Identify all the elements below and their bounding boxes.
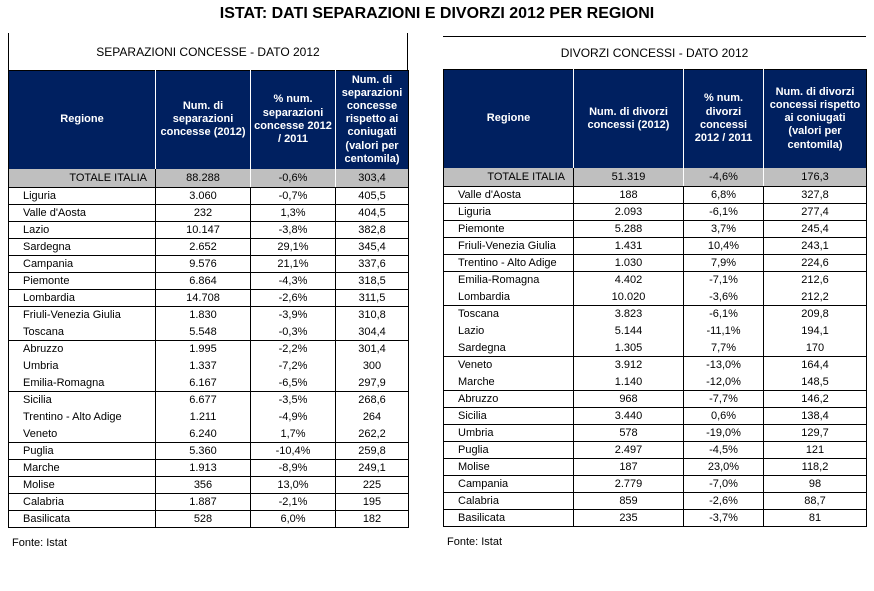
divorces-table-header [444,70,867,168]
table-row [444,459,867,476]
cell-value: 6.677 [156,392,251,409]
table-row [444,442,867,459]
cell-value: 10.020 [574,289,684,306]
column-header-pct: % num. divorzi concessi 2012 / 2011 [684,70,764,168]
cell-per100k: 195 [336,494,409,511]
cell-value: 859 [574,493,684,510]
cell-region: Lombardia [9,290,156,307]
cell-value: 10.147 [156,222,251,239]
cell-per100k: 268,6 [336,392,409,409]
cell-region: Calabria [444,493,574,510]
cell-per100k: 138,4 [764,408,867,425]
cell-per100k: 245,4 [764,221,867,238]
cell-per100k: 327,8 [764,187,867,204]
cell-pct: -0,3% [251,324,336,341]
cell-region: Valle d'Aosta [9,205,156,222]
cell-region: Campania [9,256,156,273]
table-row [9,375,409,392]
cell-pct: -2,2% [251,341,336,358]
table-row [9,358,409,375]
cell-region: Liguria [444,204,574,221]
cell-region: Marche [444,374,574,391]
total-cell-pct: -0,6% [251,169,336,188]
cell-per100k: 337,6 [336,256,409,273]
cell-pct: 0,6% [684,408,764,425]
cell-per100k: 404,5 [336,205,409,222]
cell-region: Lazio [9,222,156,239]
cell-pct: -6,1% [684,306,764,323]
cell-pct: 10,4% [684,238,764,255]
table-row [444,340,867,357]
cell-pct: -3,5% [251,392,336,409]
column-header-count: Num. di divorzi concessi (2012) [574,70,684,168]
cell-per100k: 209,8 [764,306,867,323]
column-header-per100k: Num. di divorzi concessi rispetto ai coniugati (valori per centomila) [764,70,867,168]
cell-region: Sicilia [444,408,574,425]
cell-pct: -6,1% [684,204,764,221]
cell-per100k: 301,4 [336,341,409,358]
cell-pct: -8,9% [251,460,336,477]
cell-value: 968 [574,391,684,408]
separations-table-body [9,169,409,528]
cell-region: Molise [9,477,156,494]
source-note: Fonte: Istat [447,536,503,548]
column-header-per100k: Num. di separazioni concesse rispetto ai coniugati (valori per centomila) [336,71,409,169]
cell-pct: -3,8% [251,222,336,239]
cell-value: 356 [156,477,251,494]
cell-pct: -19,0% [684,425,764,442]
cell-region: Lombardia [444,289,574,306]
cell-pct: -12,0% [684,374,764,391]
column-header-pct: % num. separazioni concesse 2012 / 2011 [251,71,336,169]
cell-per100k: 297,9 [336,375,409,392]
total-cell-region: TOTALE ITALIA [444,168,574,187]
cell-per100k: 300 [336,358,409,375]
separations-table [8,70,409,528]
cell-per100k: 405,5 [336,188,409,205]
table-row [444,476,867,493]
table-row [444,289,867,306]
table-row [444,323,867,340]
total-row [9,169,409,188]
cell-value: 232 [156,205,251,222]
divorces-table [443,69,867,527]
cell-value: 2.652 [156,239,251,256]
cell-pct: -7,0% [684,476,764,493]
cell-pct: 7,9% [684,255,764,272]
cell-region: Liguria [9,188,156,205]
cell-pct: -2,6% [684,493,764,510]
cell-per100k: 264 [336,409,409,426]
cell-value: 5.360 [156,443,251,460]
cell-value: 1.830 [156,307,251,324]
cell-region: Friuli-Venezia Giulia [23,309,121,322]
cell-pct: 7,7% [684,340,764,357]
cell-value: 2.093 [574,204,684,221]
cell-region: Sicilia [23,394,52,407]
table-row [444,493,867,510]
cell-per100k: 249,1 [336,460,409,477]
table-row [9,324,409,341]
cell-value: 14.708 [156,290,251,307]
cell-region: Piemonte [444,221,574,238]
cell-region: Sardegna [444,340,574,357]
table-row [444,425,867,442]
cell-value: 6.240 [156,426,251,443]
column-header-count: Num. di separazioni concesse (2012) [156,71,251,169]
cell-region: Toscana [458,308,499,321]
table-row [9,511,409,528]
cell-pct: -6,5% [251,375,336,392]
cell-value: 5.548 [156,324,251,341]
cell-pct: -11,1% [684,323,764,340]
table-row [9,494,409,511]
total-cell-per100k: 176,3 [764,168,867,187]
table-row [9,341,409,358]
table-row [444,374,867,391]
cell-region: Veneto [458,359,493,372]
cell-per100k: 311,5 [336,290,409,307]
cell-pct: 13,0% [251,477,336,494]
cell-region: Friuli-Venezia Giulia [444,238,574,255]
table-row [444,510,867,527]
cell-value: 6.864 [156,273,251,290]
cell-region: Veneto [9,426,156,443]
table-row [9,188,409,205]
cell-value: 3.912 [574,357,684,374]
cell-region: Basilicata [9,511,156,528]
cell-per100k: 382,8 [336,222,409,239]
cell-per100k: 118,2 [764,459,867,476]
cell-value: 1.140 [574,374,684,391]
cell-pct: 1,3% [251,205,336,222]
cell-per100k: 212,6 [764,272,867,289]
source-note: Fonte: Istat [12,537,68,549]
cell-pct: -4,3% [251,273,336,290]
cell-value: 1.913 [156,460,251,477]
cell-value: 5.144 [574,323,684,340]
cell-region: Trentino - Alto Adige [444,255,574,272]
table-row [444,204,867,221]
cell-pct: -10,4% [251,443,336,460]
separations-table-title: SEPARAZIONI CONCESSE - DATO 2012 [8,33,408,70]
cell-value: 1.431 [574,238,684,255]
cell-region: Piemonte [9,273,156,290]
cell-per100k: 98 [764,476,867,493]
cell-pct: -3,7% [684,510,764,527]
total-cell-value: 88.288 [156,169,251,188]
separations-table-header [9,71,409,169]
column-header-region: Regione [444,70,574,168]
cell-value: 3.823 [574,306,684,323]
cell-value: 1.995 [156,341,251,358]
cell-per100k: 121 [764,442,867,459]
table-row [444,306,867,323]
table-row [9,290,409,307]
table-row [9,392,409,409]
cell-value: 1.887 [156,494,251,511]
cell-value: 578 [574,425,684,442]
cell-value: 3.440 [574,408,684,425]
cell-region: Marche [9,460,156,477]
cell-pct: -4,9% [251,409,336,426]
cell-region: Emilia-Romagna [458,274,540,287]
table-row [9,222,409,239]
cell-value: 188 [574,187,684,204]
cell-per100k: 259,8 [336,443,409,460]
cell-value: 4.402 [574,272,684,289]
cell-per100k: 212,2 [764,289,867,306]
cell-value: 235 [574,510,684,527]
cell-value: 9.576 [156,256,251,273]
cell-pct: 6,8% [684,187,764,204]
cell-value: 3.060 [156,188,251,205]
cell-per100k: 194,1 [764,323,867,340]
cell-value: 2.779 [574,476,684,493]
cell-value: 5.288 [574,221,684,238]
cell-value: 1.305 [574,340,684,357]
table-row [444,221,867,238]
cell-region: Abruzzo [23,343,64,356]
cell-region: Umbria [444,425,574,442]
cell-per100k: 170 [764,340,867,357]
cell-region: Umbria [23,360,59,372]
table-row [9,477,409,494]
column-header-region: Regione [9,71,156,169]
cell-value: 1.030 [574,255,684,272]
total-cell-region: TOTALE ITALIA [9,169,156,188]
cell-region: Basilicata [444,510,574,527]
table-row [444,357,867,374]
cell-region: Calabria [9,494,156,511]
cell-per100k: 310,8 [336,307,409,324]
cell-pct: -7,1% [684,272,764,289]
table-row [444,187,867,204]
cell-per100k: 345,4 [336,239,409,256]
table-row [9,273,409,290]
table-row [9,307,409,324]
cell-per100k: 129,7 [764,425,867,442]
cell-region: Puglia [9,443,156,460]
cell-per100k: 148,5 [764,374,867,391]
cell-per100k: 243,1 [764,238,867,255]
cell-per100k: 277,4 [764,204,867,221]
cell-per100k: 88,7 [764,493,867,510]
cell-pct: -13,0% [684,357,764,374]
cell-region: Campania [444,476,574,493]
table-row [444,238,867,255]
cell-per100k: 146,2 [764,391,867,408]
table-row [9,409,409,426]
cell-pct: 1,7% [251,426,336,443]
cell-value: 528 [156,511,251,528]
total-row [444,168,867,187]
cell-value: 6.167 [156,375,251,392]
divorces-table-block [443,36,866,548]
table-row [444,272,867,289]
cell-region: Molise [444,459,574,476]
table-row [9,239,409,256]
table-row [444,391,867,408]
table-row [444,408,867,425]
page-title: ISTAT: DATI SEPARAZIONI E DIVORZI 2012 PER REGIONI [219,5,655,22]
cell-pct: -3,6% [684,289,764,306]
cell-per100k: 262,2 [336,426,409,443]
cell-pct: -7,2% [251,358,336,375]
cell-pct: 21,1% [251,256,336,273]
divorces-table-body [444,168,867,527]
cell-pct: -0,7% [251,188,336,205]
cell-per100k: 224,6 [764,255,867,272]
separations-table-block [8,33,408,549]
cell-region: Valle d'Aosta [444,187,574,204]
cell-pct: -2,1% [251,494,336,511]
total-cell-per100k: 303,4 [336,169,409,188]
table-row [9,443,409,460]
cell-pct: 29,1% [251,239,336,256]
cell-region: Emilia-Romagna [9,375,156,392]
cell-region: Sardegna [9,239,156,256]
cell-pct: -4,5% [684,442,764,459]
cell-pct: -2,6% [251,290,336,307]
cell-region: Trentino - Alto Adige [23,411,122,423]
cell-per100k: 304,4 [336,324,409,341]
cell-pct: 6,0% [251,511,336,528]
cell-per100k: 225 [336,477,409,494]
table-row [444,255,867,272]
cell-per100k: 182 [336,511,409,528]
cell-region: Toscana [9,324,156,341]
table-row [9,205,409,222]
table-row [9,256,409,273]
cell-value: 1.211 [156,409,251,426]
divorces-table-title: DIVORZI CONCESSI - DATO 2012 [443,36,866,69]
cell-per100k: 81 [764,510,867,527]
cell-value: 187 [574,459,684,476]
table-row [9,426,409,443]
cell-region: Lazio [458,325,485,337]
cell-pct: -3,9% [251,307,336,324]
total-cell-pct: -4,6% [684,168,764,187]
cell-pct: 23,0% [684,459,764,476]
cell-region: Abruzzo [444,391,574,408]
cell-pct: 3,7% [684,221,764,238]
table-row [9,460,409,477]
cell-value: 2.497 [574,442,684,459]
cell-per100k: 318,5 [336,273,409,290]
cell-per100k: 164,4 [764,357,867,374]
total-cell-value: 51.319 [574,168,684,187]
cell-value: 1.337 [156,358,251,375]
cell-pct: -7,7% [684,391,764,408]
cell-region: Puglia [444,442,574,459]
